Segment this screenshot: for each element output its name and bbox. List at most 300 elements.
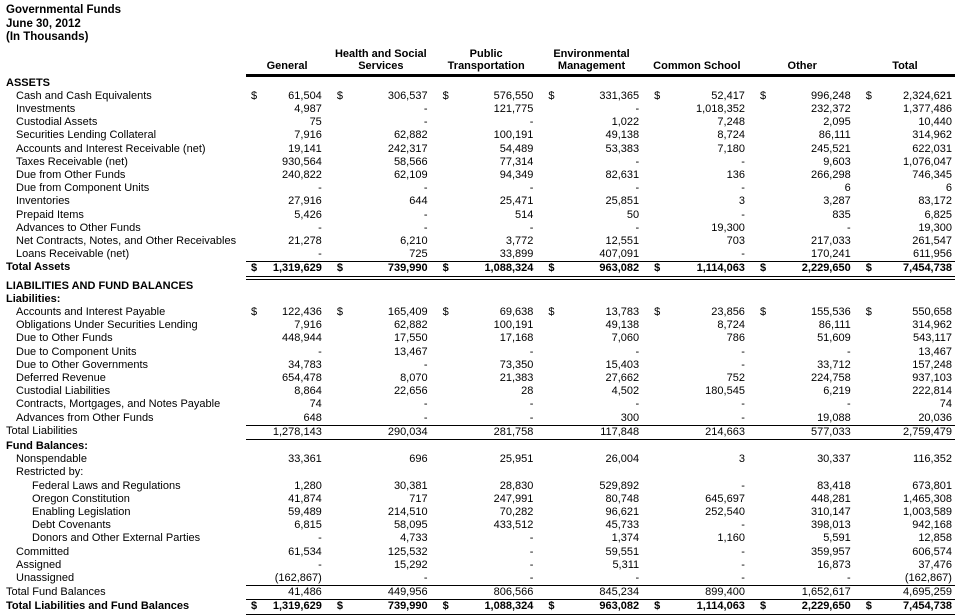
cell-value: 8,864	[294, 385, 322, 398]
cell-value: 28,830	[499, 479, 534, 492]
value-cell	[543, 426, 649, 439]
value-cell	[861, 248, 955, 261]
row-label: Total Assets	[6, 261, 71, 274]
cell-value: 13,783	[605, 305, 640, 318]
value-cell	[755, 77, 861, 90]
value-cell	[246, 143, 332, 156]
cell-value: -	[635, 221, 640, 234]
value-cell	[649, 398, 755, 411]
dollar-sign: $	[442, 305, 449, 318]
cell-value: -	[635, 155, 640, 168]
cell-value: -	[741, 208, 745, 221]
dollar-sign: $	[759, 600, 767, 613]
cell-value: 8,070	[400, 371, 428, 384]
column-header-health-and-social-services: Health and Social Services	[334, 47, 427, 72]
row-label: Advances from Other Funds	[16, 411, 154, 424]
value-cell	[649, 195, 755, 208]
cell-value: 7,916	[294, 129, 322, 142]
cell-value: -	[741, 248, 745, 261]
cell-value: 25,471	[499, 195, 534, 208]
cell-value: 252,540	[705, 506, 745, 518]
value-cell	[246, 195, 332, 208]
value-cell	[246, 222, 332, 235]
cell-value: -	[847, 398, 851, 411]
table-row	[6, 412, 955, 425]
row-label: Due from Component Units	[16, 182, 150, 195]
cell-value: 2,229,650	[801, 600, 851, 613]
value-cell	[649, 156, 755, 169]
row-label: Contracts, Mortgages, and Notes Payable	[16, 398, 221, 411]
row-values	[246, 466, 955, 479]
cell-value: 155,536	[810, 305, 851, 318]
cell-value: 165,409	[387, 305, 428, 318]
section-header-row	[6, 293, 955, 306]
value-cell	[543, 90, 649, 103]
cell-value: 5,311	[612, 558, 640, 571]
value-cell	[246, 332, 332, 345]
cell-value: 7,180	[717, 142, 745, 155]
value-cell	[543, 169, 649, 182]
cell-value: -	[635, 182, 640, 195]
row-label: Inventories	[16, 195, 70, 208]
value-cell	[755, 453, 861, 466]
value-cell	[438, 546, 544, 559]
value-cell	[543, 248, 649, 261]
row-values	[246, 359, 955, 372]
cell-value: 224,758	[810, 371, 851, 384]
value-cell	[755, 332, 861, 345]
row-label: LIABILITIES AND FUND BALANCES	[6, 279, 194, 292]
row-values	[246, 116, 955, 129]
value-cell	[246, 293, 332, 306]
value-cell	[649, 572, 755, 585]
cell-value: 622,031	[912, 142, 952, 155]
value-cell	[543, 398, 649, 411]
cell-value: 261,547	[912, 234, 952, 247]
cell-value: 611,956	[913, 248, 952, 261]
value-cell	[246, 77, 332, 90]
value-cell	[861, 143, 955, 156]
dollar-sign: $	[865, 600, 872, 613]
cell-value: 96,621	[605, 506, 640, 518]
value-cell	[543, 116, 649, 129]
value-cell	[332, 586, 438, 599]
value-cell	[755, 306, 861, 319]
value-cell	[861, 466, 955, 479]
row-label: Debt Covenants	[32, 519, 111, 532]
cell-value: -	[529, 182, 534, 195]
row-label: Obligations Under Securities Lending	[16, 319, 198, 332]
value-cell	[438, 129, 544, 142]
cell-value: 49,138	[605, 319, 640, 332]
value-cell	[246, 453, 332, 466]
value-cell	[861, 532, 955, 545]
value-cell	[649, 262, 755, 275]
value-cell	[332, 116, 438, 129]
value-cell	[332, 129, 438, 142]
cell-value: 17,168	[499, 332, 534, 345]
value-cell	[543, 195, 649, 208]
cell-value: 242,317	[387, 142, 428, 155]
cell-value: 19,300	[918, 221, 952, 234]
value-cell	[543, 346, 649, 359]
row-label: Enabling Legislation	[32, 506, 131, 518]
cell-value: 1,114,063	[696, 262, 745, 275]
row-values	[246, 319, 955, 332]
cell-value: 6,219	[823, 385, 851, 398]
value-cell	[861, 398, 955, 411]
value-cell	[861, 182, 955, 195]
cell-value: 170,241	[810, 248, 851, 261]
value-cell	[332, 532, 438, 545]
value-cell	[438, 600, 544, 613]
value-cell	[246, 182, 332, 195]
value-cell	[861, 280, 955, 293]
value-cell	[246, 235, 332, 248]
value-cell	[649, 280, 755, 293]
cell-value: -	[741, 398, 745, 411]
table-row	[6, 116, 955, 129]
value-cell	[246, 103, 332, 116]
value-cell	[543, 519, 649, 532]
statement-date: June 30, 2012	[6, 17, 81, 30]
cell-value: 314,962	[912, 129, 952, 142]
cell-value: 673,801	[912, 479, 952, 492]
cell-value: 217,033	[810, 234, 851, 247]
dollar-sign: $	[548, 262, 555, 275]
dollar-sign: $	[442, 600, 449, 613]
cell-value: 19,300	[711, 221, 745, 234]
row-values	[246, 332, 955, 345]
cell-value: 1,076,047	[903, 155, 952, 168]
row-label: Investments	[16, 102, 76, 115]
cell-value: 80,748	[605, 492, 640, 505]
value-cell	[755, 90, 861, 103]
cell-value: 94,349	[499, 168, 534, 181]
value-cell	[332, 559, 438, 572]
value-cell	[332, 262, 438, 275]
cell-value: 281,758	[493, 425, 534, 438]
cell-value: 62,882	[393, 319, 428, 332]
value-cell	[861, 426, 955, 439]
section-header-row	[6, 280, 955, 293]
cell-value: -	[423, 572, 428, 585]
value-cell	[755, 506, 861, 519]
value-cell	[649, 519, 755, 532]
value-cell	[755, 572, 861, 585]
table-row	[6, 572, 955, 586]
table-row	[6, 261, 955, 279]
cell-value: 1,652,617	[801, 586, 851, 599]
value-cell	[246, 306, 332, 319]
cell-value: -	[635, 345, 640, 358]
value-cell	[438, 532, 544, 545]
cell-value: 937,103	[912, 371, 952, 384]
cell-value: 752	[726, 371, 745, 384]
value-cell	[543, 440, 649, 453]
cell-value: 1,160	[717, 532, 745, 545]
cell-value: 899,400	[705, 586, 745, 599]
row-values	[246, 586, 955, 600]
row-values	[246, 129, 955, 142]
value-cell	[543, 546, 649, 559]
row-values	[246, 412, 955, 425]
dollar-sign: $	[759, 89, 767, 102]
cell-value: 306,537	[387, 89, 428, 102]
cell-value: 930,564	[282, 155, 322, 168]
cell-value: 644	[409, 195, 428, 208]
table-row	[6, 546, 955, 559]
value-cell	[755, 293, 861, 306]
dollar-sign: $	[442, 262, 449, 275]
value-cell	[649, 586, 755, 599]
cell-value: 100,191	[493, 129, 534, 142]
row-label: Custodial Assets	[16, 116, 98, 129]
value-cell	[332, 480, 438, 493]
value-cell	[438, 90, 544, 103]
cell-value: 157,248	[912, 358, 952, 371]
value-cell	[861, 359, 955, 372]
value-cell	[246, 480, 332, 493]
cell-value: 73,350	[499, 358, 534, 371]
value-cell	[332, 440, 438, 453]
cell-value: 62,882	[393, 129, 428, 142]
cell-value: 25,851	[605, 195, 640, 208]
cell-value: 15,403	[605, 358, 640, 371]
table-body	[6, 77, 955, 615]
cell-value: 290,034	[387, 425, 428, 438]
cell-value: 33,361	[288, 453, 322, 466]
value-cell	[649, 235, 755, 248]
row-values	[246, 156, 955, 169]
cell-value: 214,663	[705, 425, 745, 438]
value-cell	[543, 77, 649, 90]
value-cell	[543, 559, 649, 572]
cell-value: 407,091	[599, 248, 640, 261]
cell-value: 942,168	[912, 519, 952, 532]
value-cell	[543, 235, 649, 248]
cell-value: 37,476	[918, 558, 952, 571]
cell-value: -	[423, 116, 428, 129]
row-label: Deferred Revenue	[16, 371, 106, 384]
row-values	[246, 453, 955, 466]
value-cell	[861, 235, 955, 248]
cell-value: 33,712	[817, 358, 851, 371]
cell-value: -	[847, 345, 851, 358]
cell-value: 13,467	[918, 345, 952, 358]
cell-value: 49,138	[605, 129, 640, 142]
cell-value: 806,566	[493, 586, 534, 599]
value-cell	[755, 532, 861, 545]
value-cell	[438, 346, 544, 359]
row-label: Due from Other Funds	[16, 168, 126, 181]
cell-value: -	[318, 558, 322, 571]
value-cell	[861, 600, 955, 613]
cell-value: 448,281	[810, 492, 851, 505]
cell-value: 3	[738, 195, 745, 208]
value-cell	[246, 90, 332, 103]
cell-value: 5,591	[823, 532, 851, 545]
cell-value: 116,352	[913, 453, 952, 466]
cell-value: -	[423, 411, 428, 424]
value-cell	[438, 359, 544, 372]
value-cell	[861, 77, 955, 90]
column-header-common-school: Common School	[653, 60, 741, 72]
value-cell	[649, 372, 755, 385]
value-cell	[649, 346, 755, 359]
value-cell	[861, 262, 955, 275]
value-cell	[755, 559, 861, 572]
row-label: Nonspendable	[16, 453, 87, 466]
cell-value: 59,551	[605, 545, 640, 558]
row-label: Loans Receivable (net)	[16, 248, 130, 261]
cell-value: 30,381	[393, 479, 428, 492]
row-label: Cash and Cash Equivalents	[16, 89, 152, 102]
row-values	[246, 222, 955, 235]
table-row	[6, 480, 955, 493]
cell-value: -	[529, 221, 534, 234]
row-label: Committed	[16, 545, 70, 558]
cell-value: 550,658	[912, 305, 952, 318]
value-cell	[332, 169, 438, 182]
value-cell	[332, 506, 438, 519]
value-cell	[438, 248, 544, 261]
cell-value: 21,383	[499, 371, 534, 384]
row-values	[246, 572, 955, 586]
value-cell	[246, 385, 332, 398]
cell-value: 125,532	[387, 545, 428, 558]
cell-value: 52,417	[711, 89, 745, 102]
row-label: Fund Balances:	[6, 439, 88, 452]
value-cell	[649, 332, 755, 345]
value-cell	[649, 209, 755, 222]
value-cell	[438, 332, 544, 345]
value-cell	[755, 359, 861, 372]
dollar-sign: $	[759, 305, 767, 318]
row-label: Unassigned	[16, 572, 75, 585]
cell-value: 6,210	[400, 234, 428, 247]
cell-value: 27,916	[288, 195, 322, 208]
row-values	[246, 306, 955, 319]
dollar-sign: $	[865, 89, 872, 102]
cell-value: 4,695,259	[903, 586, 952, 599]
value-cell	[332, 293, 438, 306]
cell-value: 2,324,621	[903, 89, 952, 102]
value-cell	[438, 398, 544, 411]
value-cell	[861, 129, 955, 142]
value-cell	[649, 248, 755, 261]
value-cell	[438, 572, 544, 585]
cell-value: 15,292	[393, 558, 428, 571]
cell-value: -	[741, 182, 745, 195]
value-cell	[861, 169, 955, 182]
value-cell	[543, 306, 649, 319]
cell-value: 1,377,486	[903, 102, 952, 115]
value-cell	[649, 129, 755, 142]
value-cell	[332, 426, 438, 439]
value-cell	[438, 209, 544, 222]
value-cell	[246, 412, 332, 425]
row-label: Total Fund Balances	[6, 586, 106, 599]
cell-value: 1,018,352	[696, 102, 745, 115]
value-cell	[649, 222, 755, 235]
value-cell	[543, 209, 649, 222]
cell-value: 58,566	[393, 155, 428, 168]
cell-value: 25,951	[499, 453, 534, 466]
value-cell	[438, 293, 544, 306]
dollar-sign: $	[336, 600, 343, 613]
column-header-public-transportation: Public Transportation	[447, 47, 525, 72]
units-note: (In Thousands)	[6, 31, 89, 43]
cell-value: 61,504	[288, 89, 322, 102]
cell-value: 746,345	[912, 168, 952, 181]
row-values	[246, 235, 955, 248]
cell-value: 1,114,063	[696, 600, 745, 613]
cell-value: 3,287	[823, 195, 851, 208]
cell-value: 136	[726, 168, 745, 181]
value-cell	[861, 195, 955, 208]
table-row	[6, 209, 955, 222]
row-label: Oregon Constitution	[32, 492, 130, 505]
value-cell	[332, 306, 438, 319]
value-cell	[543, 262, 649, 275]
row-label: Accounts and Interest Receivable (net)	[16, 142, 206, 155]
value-cell	[649, 506, 755, 519]
cell-value: 8,724	[717, 129, 745, 142]
cell-value: 50	[626, 208, 640, 221]
value-cell	[755, 546, 861, 559]
row-label: ASSETS	[6, 76, 51, 89]
value-cell	[438, 235, 544, 248]
row-values	[246, 293, 955, 306]
value-cell	[649, 600, 755, 613]
value-cell	[332, 546, 438, 559]
value-cell	[861, 586, 955, 599]
cell-value: 28	[521, 385, 534, 398]
value-cell	[438, 412, 544, 425]
row-values	[246, 248, 955, 261]
row-values	[246, 519, 955, 532]
table-row	[6, 90, 955, 103]
value-cell	[861, 412, 955, 425]
value-cell	[755, 600, 861, 613]
cell-value: -	[529, 545, 534, 558]
cell-value: 8,724	[717, 319, 745, 332]
cell-value: 53,383	[605, 142, 640, 155]
value-cell	[543, 103, 649, 116]
cell-value: 3,772	[505, 234, 534, 247]
cell-value: 45,733	[605, 519, 640, 532]
cell-value: 83,172	[918, 195, 952, 208]
table-row	[6, 493, 955, 506]
cell-value: -	[741, 519, 745, 532]
value-cell	[438, 466, 544, 479]
cell-value: 433,512	[493, 519, 534, 532]
value-cell	[649, 493, 755, 506]
cell-value: 1,465,308	[903, 492, 952, 505]
cell-value: 359,957	[810, 545, 851, 558]
value-cell	[755, 209, 861, 222]
value-cell	[649, 116, 755, 129]
value-cell	[332, 453, 438, 466]
value-cell	[332, 103, 438, 116]
value-cell	[332, 372, 438, 385]
table-row	[6, 332, 955, 345]
value-cell	[332, 143, 438, 156]
cell-value: -	[318, 182, 322, 195]
cell-value: 62,109	[393, 168, 428, 181]
value-cell	[649, 559, 755, 572]
